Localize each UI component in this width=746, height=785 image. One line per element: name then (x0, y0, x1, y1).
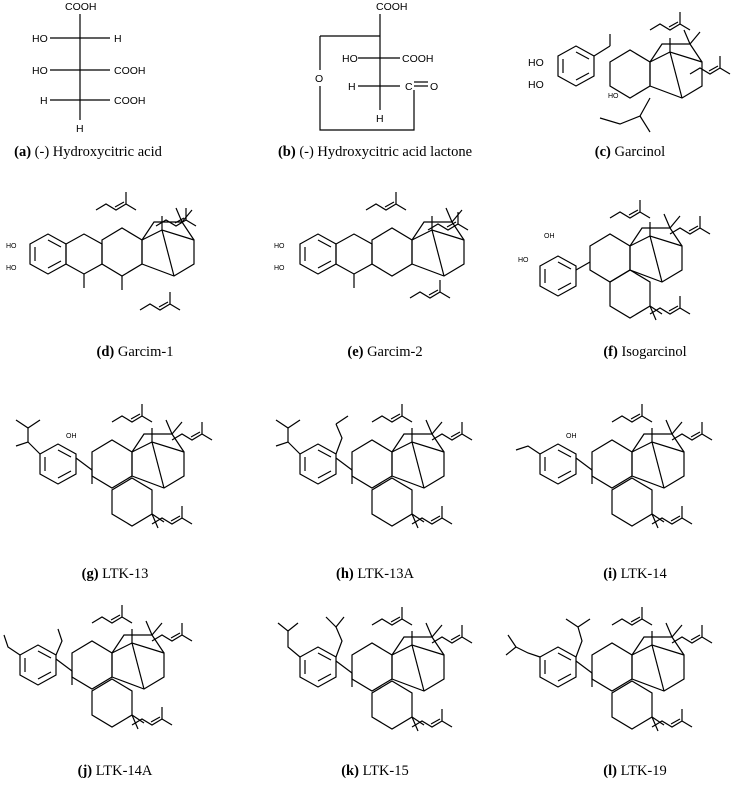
atom-label: C (405, 81, 413, 93)
caption-f (570, 344, 720, 361)
panel-d (0, 190, 246, 370)
panel-h (250, 390, 500, 590)
atom-label: H (114, 33, 122, 45)
caption-h (300, 566, 450, 583)
atom-label: HO (32, 33, 48, 45)
caption-a (0, 144, 176, 161)
panel-f (500, 190, 746, 370)
atom-label: HO (274, 243, 285, 250)
caption-k (300, 763, 450, 780)
atom-label: HO (32, 65, 48, 77)
ltk-14a-structure (0, 595, 246, 785)
caption-letter: (f) (603, 344, 618, 360)
atom-label: HO (528, 57, 544, 69)
atom-label: H (376, 113, 384, 125)
atom-label: HO (518, 257, 529, 264)
caption-i (560, 566, 710, 583)
atom-label: HO (6, 265, 17, 272)
garcim-2-structure (250, 190, 500, 370)
caption-name: LTK-14A (95, 763, 153, 779)
panel-j (0, 595, 246, 785)
ltk-15-structure (250, 595, 500, 785)
caption-name: (-) Hydroxycitric acid lactone (299, 144, 473, 160)
atom-label: COOH (376, 1, 408, 13)
ltk-13-structure (0, 390, 246, 590)
caption-j (40, 763, 190, 780)
caption-letter: (l) (603, 763, 617, 779)
caption-b (270, 144, 480, 161)
atom-label: H (40, 95, 48, 107)
caption-name: Garcim-1 (117, 344, 174, 360)
caption-letter: (j) (77, 763, 93, 779)
panel-g (0, 390, 246, 590)
caption-letter: (b) (277, 144, 296, 160)
caption-name: Garcim-2 (367, 344, 423, 360)
caption-name: LTK-15 (362, 763, 409, 779)
atom-label: O (430, 81, 439, 93)
caption-d (60, 344, 210, 361)
atom-label: COOH (114, 65, 146, 77)
caption-name: LTK-14 (620, 566, 667, 582)
caption-letter: (a) (14, 144, 32, 160)
caption-name: Garcinol (614, 144, 666, 160)
atom-label: H (76, 123, 84, 135)
isogarcinol-structure (500, 190, 746, 370)
atom-label: HO (274, 265, 285, 272)
panel-k (250, 595, 500, 785)
caption-e (320, 344, 450, 361)
caption-l (560, 763, 710, 780)
caption-name: LTK-19 (620, 763, 667, 779)
caption-g (40, 566, 190, 583)
atom-label: HO (6, 243, 17, 250)
panel-i (500, 390, 746, 590)
caption-letter: (c) (594, 144, 611, 160)
atom-label: COOH (402, 53, 434, 65)
atom-label: HO (528, 79, 544, 91)
caption-letter: (e) (347, 344, 364, 360)
ltk-14-structure (500, 390, 746, 590)
garcim-1-structure (0, 190, 246, 370)
caption-letter: (h) (335, 566, 354, 582)
atom-label: O (315, 73, 324, 85)
ltk-19-structure (500, 595, 746, 785)
panel-c (500, 0, 746, 170)
caption-letter: (k) (341, 763, 359, 779)
panel-e (250, 190, 500, 370)
atom-label: COOH (65, 1, 97, 13)
panel-a (0, 0, 246, 170)
atom-label: HO (608, 93, 619, 100)
caption-c (550, 144, 710, 161)
caption-letter: (g) (81, 566, 99, 582)
caption-letter: (i) (603, 566, 617, 582)
caption-letter: (d) (96, 344, 115, 360)
caption-name: (-) Hydroxycitric acid (34, 144, 162, 160)
atom-label: OH (66, 433, 77, 440)
caption-name: LTK-13 (102, 566, 149, 582)
atom-label: OH (566, 433, 577, 440)
atom-label: HO (342, 53, 358, 65)
atom-label: OH (544, 233, 555, 240)
atom-label: COOH (114, 95, 146, 107)
panel-b (250, 0, 500, 170)
atom-label: H (348, 81, 356, 93)
caption-name: Isogarcinol (621, 344, 687, 360)
panel-l (500, 595, 746, 785)
ltk-13a-structure (250, 390, 500, 590)
caption-name: LTK-13A (357, 566, 414, 582)
